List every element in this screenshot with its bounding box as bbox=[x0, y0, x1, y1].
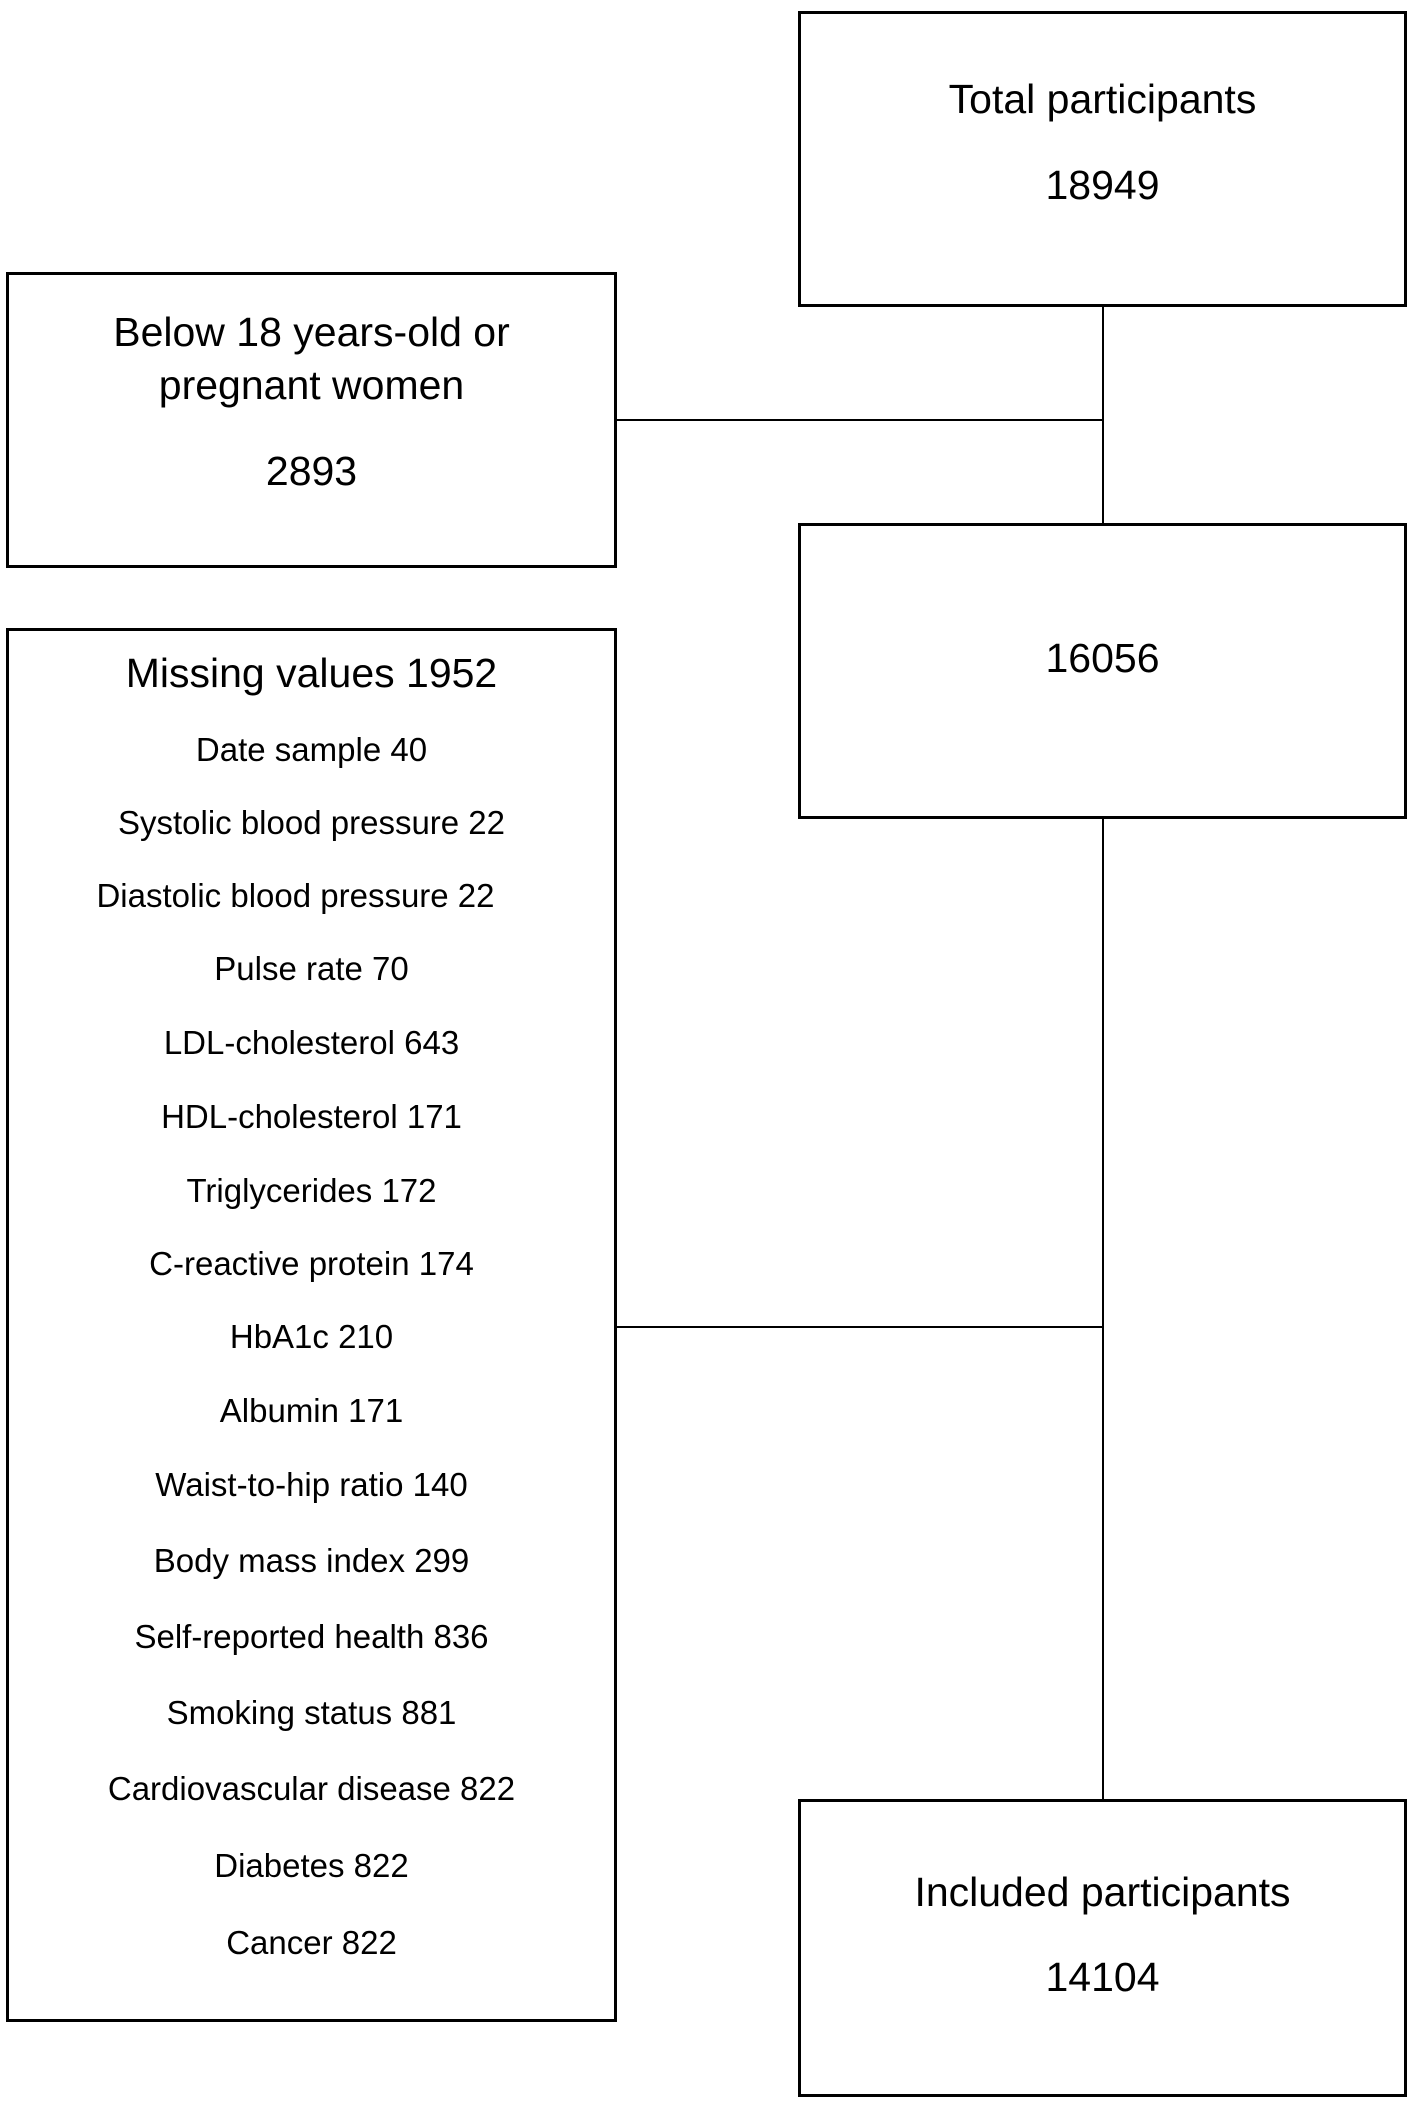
total-participants-box bbox=[798, 11, 1407, 307]
connector-missing-branch bbox=[614, 1326, 1104, 1328]
missing-item: Self-reported health 836 bbox=[134, 1618, 489, 1655]
missing-values-title: Missing values 1952 bbox=[125, 650, 498, 696]
total-participants-count: 18949 bbox=[1045, 162, 1160, 208]
included-participants-box bbox=[798, 1799, 1407, 2097]
after-exclusion-box bbox=[798, 523, 1407, 819]
missing-item: Smoking status 881 bbox=[166, 1694, 457, 1731]
total-participants-title: Total participants bbox=[948, 76, 1257, 122]
missing-item: Systolic blood pressure 22 bbox=[117, 804, 506, 841]
after-exclusion-count: 16056 bbox=[1045, 635, 1160, 681]
missing-item: Cardiovascular disease 822 bbox=[107, 1770, 516, 1807]
included-participants-count: 14104 bbox=[1045, 1954, 1160, 2000]
missing-item: HbA1c 210 bbox=[229, 1318, 394, 1355]
missing-item: LDL-cholesterol 643 bbox=[163, 1024, 460, 1061]
missing-item: Albumin 171 bbox=[219, 1392, 404, 1429]
missing-item: Triglycerides 172 bbox=[186, 1172, 437, 1209]
missing-item: Diabetes 822 bbox=[214, 1847, 409, 1884]
missing-item: Waist-to-hip ratio 140 bbox=[155, 1466, 468, 1503]
excluded-box bbox=[6, 272, 617, 568]
included-participants-title: Included participants bbox=[914, 1869, 1291, 1915]
connector-16056-to-included bbox=[1102, 816, 1104, 1801]
excluded-count: 2893 bbox=[265, 448, 358, 494]
connector-total-to-16056 bbox=[1102, 305, 1104, 525]
missing-item: HDL-cholesterol 171 bbox=[161, 1098, 462, 1135]
missing-item: Cancer 822 bbox=[226, 1924, 397, 1961]
missing-item: Diastolic blood pressure 22 bbox=[96, 877, 495, 914]
missing-item: Body mass index 299 bbox=[153, 1542, 470, 1579]
missing-item: Date sample 40 bbox=[195, 731, 428, 768]
excluded-label-line1: Below 18 years-old or bbox=[113, 309, 510, 355]
connector-exclusion-branch bbox=[614, 419, 1104, 421]
missing-item: C-reactive protein 174 bbox=[149, 1245, 474, 1282]
missing-item: Pulse rate 70 bbox=[214, 950, 409, 987]
excluded-label-line2: pregnant women bbox=[158, 362, 465, 408]
missing-values-box bbox=[6, 628, 617, 2022]
